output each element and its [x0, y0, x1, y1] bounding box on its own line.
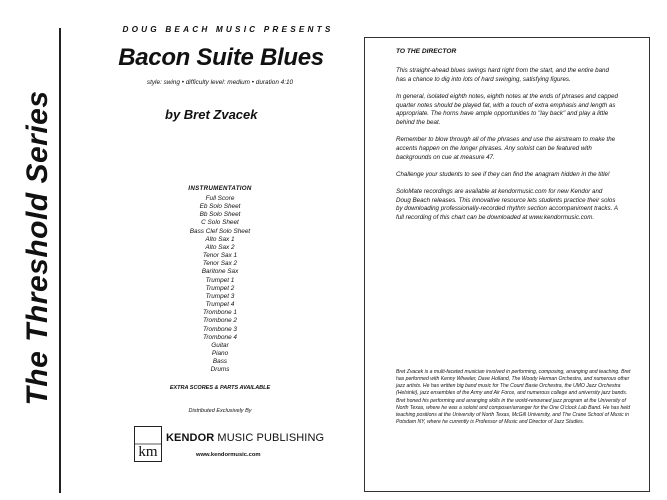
instrument-item: Alto Sax 1: [205, 235, 235, 243]
presents-line: DOUG BEACH MUSIC PRESENTS: [122, 25, 334, 34]
publisher-name-rest: MUSIC PUBLISHING: [214, 432, 325, 444]
instrument-item: C Solo Sheet: [201, 219, 239, 227]
instrument-item: Eb Solo Sheet: [199, 203, 241, 211]
instrument-item: Full Score: [205, 195, 235, 202]
instrument-item: Bass Clef Solo Sheet: [189, 227, 251, 235]
instrument-item: Trombone 3: [203, 325, 237, 333]
instrument-item: Drums: [210, 366, 230, 374]
director-heading: TO THE DIRECTOR: [396, 48, 457, 55]
instrument-item: Trumpet 2: [205, 284, 235, 292]
instrument-item: Trumpet 1: [205, 276, 235, 284]
instrument-item: Piano: [211, 349, 229, 357]
instrument-item: Trumpet 3: [205, 292, 235, 300]
instrument-item: Trombone 2: [203, 317, 237, 325]
instrument-item: Tenor Sax 2: [202, 260, 238, 268]
publisher-website: www.kendormusic.com: [196, 452, 261, 458]
director-paragraph: In general, isolated eighth notes, eighth notes at the ends of phrases and capped quarter notes should be played fat, with a touch of extra emphasis and length as appropriate. The horns have ample opportunities to "lay back" and play a little behind the beat.: [396, 92, 618, 127]
composer-credit: by Bret Zvacek: [165, 107, 258, 122]
instrumentation-heading: INSTRUMENTATION: [188, 185, 252, 192]
director-paragraph: SoloMate recordings are available at kendormusic.com for new Kendor and Doug Beach releases. This innovative resource lets students practice their solos by downloading professionally-recorded rhythm section accompaniment tracks. A full recording of this chart can be downloaded at www.kendormusic.com.: [396, 187, 618, 222]
instrument-item: Tenor Sax 1: [202, 252, 238, 260]
composer-bio: Bret Zvacek is a multi-faceted musician involved in performing, composing, arranging and teaching. Bret has performed with Kenny Wheeler, Dave Holland, The Woody Herman Orchestra, and numerous other jazz artists. He has written big band music for The Count Basie Orchestra, the UMO Jazz Orchestra (Helsinki), jazz ensembles of the Army and Air Force, and numerous college and university jazz bands. Bret honed his performing and arranging skills in the world-renowned jazz program at the University of North Texas, where he was a soloist and composer/arranger for the One O'clock Lab Band. He has held teaching positions at the University of North Texas, McGill University, and The Crane School of Music in Potsdam NY, where he currently is Professor of Music and Director of Jazz Studies.: [396, 369, 631, 426]
piece-meta: style: swing • difficulty level: medium • duration 4:10: [146, 79, 294, 86]
director-paragraph: Challenge your students to see if they can find the anagram hidden in the title!: [396, 170, 610, 178]
kendor-logo-icon: [134, 426, 162, 462]
publisher-name-bold: KENDOR: [166, 432, 215, 444]
instrument-item: Guitar: [211, 341, 229, 349]
instrumentation-list: [160, 195, 280, 374]
extra-parts-note: EXTRA SCORES & PARTS AVAILABLE: [169, 385, 271, 391]
spine-divider: [59, 28, 61, 493]
publisher-name: [166, 432, 324, 444]
series-spine: [0, 0, 60, 500]
piece-title: Bacon Suite Blues: [118, 44, 324, 71]
instrument-item: Trombone 4: [203, 333, 237, 341]
logo-letters: km: [138, 444, 158, 460]
director-paragraph: Remember to blow through all of the phrases and use the airstream to make the accents happen on the longer phrases. Any soloist can be featured with backgrounds on cue at measure 47.: [396, 136, 616, 161]
instrument-item: Trumpet 4: [205, 301, 235, 309]
series-title: The Threshold Series: [21, 90, 54, 406]
instrument-item: Baritone Sax: [201, 268, 239, 276]
instrument-item: Trombone 1: [203, 309, 237, 317]
instrument-item: Bass: [212, 358, 228, 366]
director-notes: [396, 67, 618, 231]
director-paragraph: This straight-ahead blues swings hard right from the start, and the entire band has a chance to dig into lots of hard swinging, satisfying figures.: [396, 67, 609, 83]
instrument-item: Bb Solo Sheet: [199, 211, 241, 219]
distribution-note: Distributed Exclusively By: [188, 408, 252, 414]
instrument-item: Alto Sax 2: [205, 243, 235, 251]
